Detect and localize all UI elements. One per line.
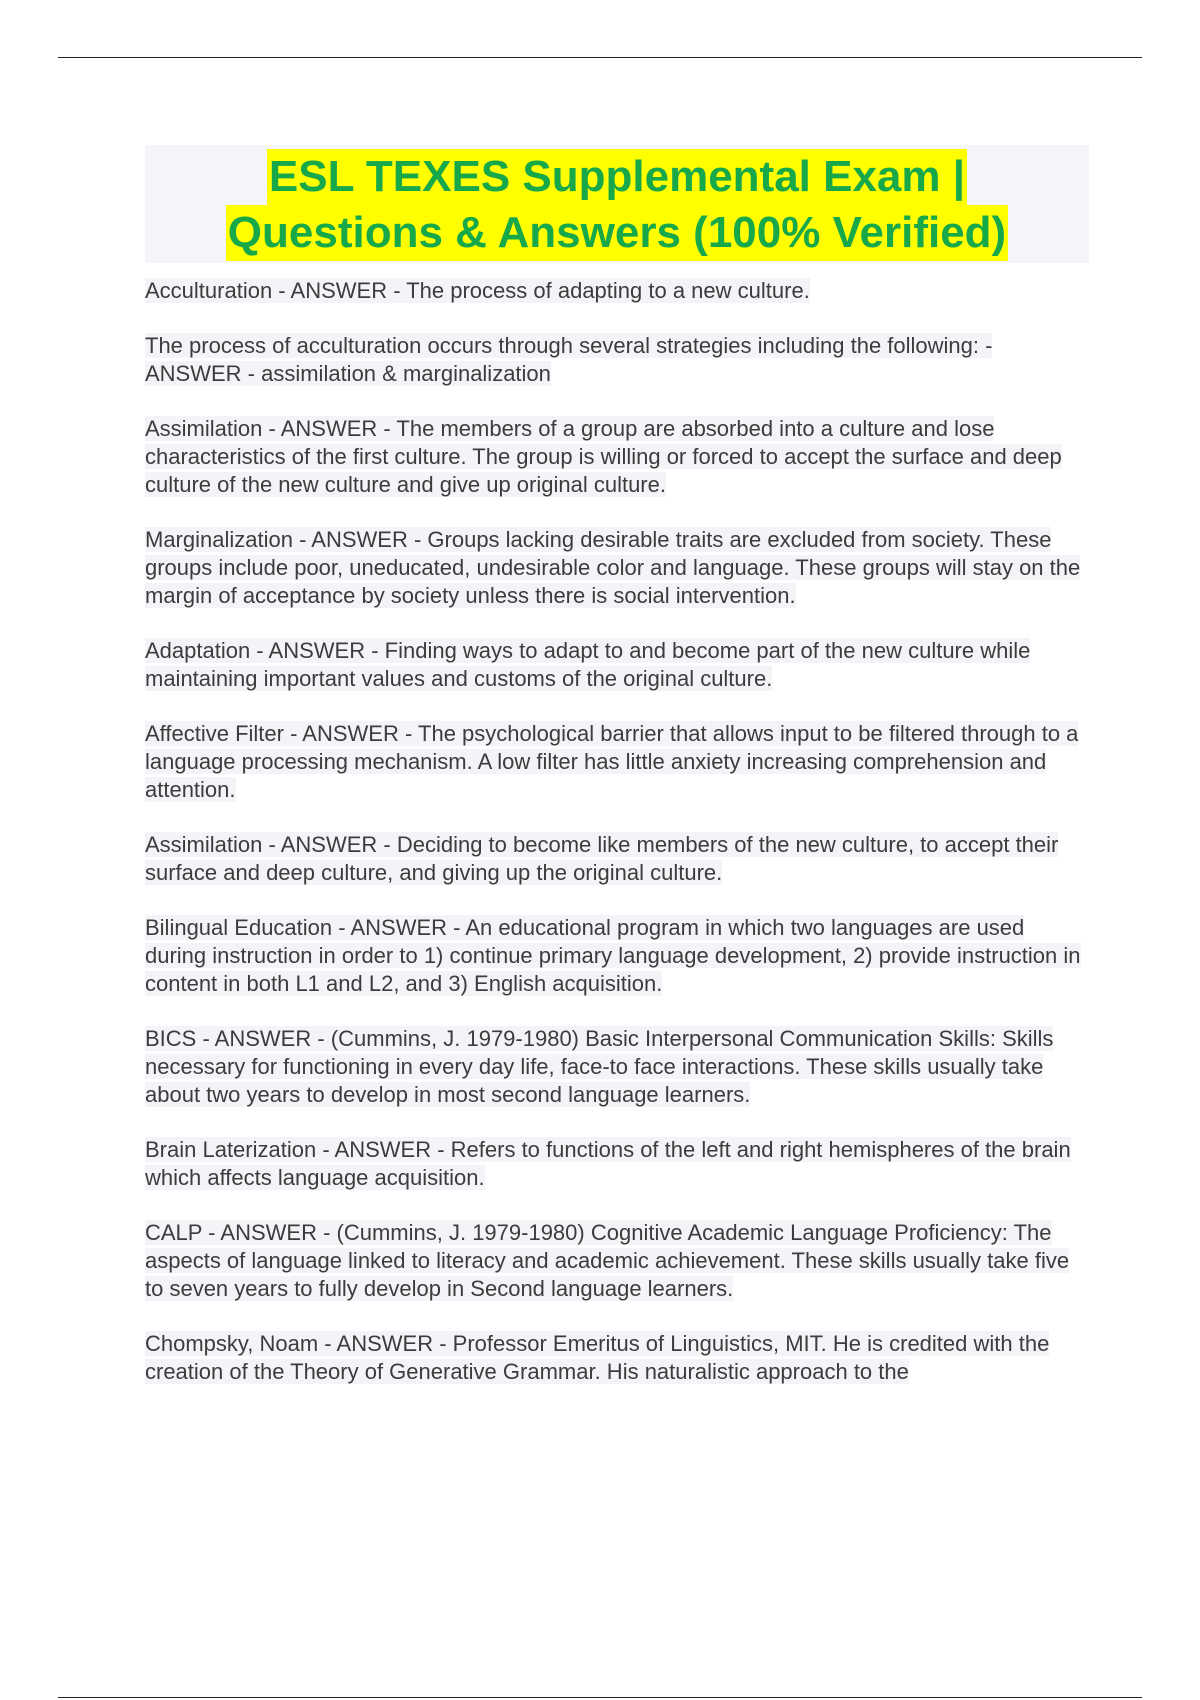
title-line-1: ESL TEXES Supplemental Exam | [267, 149, 967, 205]
qa-entry [145, 277, 1089, 305]
qa-entry [145, 914, 1089, 998]
qa-list [145, 277, 1089, 1386]
qa-entry-text: Affective Filter - ANSWER - The psychological barrier that allows input to be filtered through to a language processing mechanism. A low filter has little anxiety increasing comprehension and attention. [145, 721, 1079, 802]
bottom-rule [58, 1697, 1142, 1698]
qa-entry-text: Chompsky, Noam - ANSWER - Professor Emeritus of Linguistics, MIT. He is credited with the creation of the Theory of Generative Grammar. His naturalistic approach to the [145, 1331, 1050, 1384]
qa-entry [145, 415, 1089, 499]
qa-entry [145, 1330, 1089, 1386]
qa-entry-text: Assimilation - ANSWER - Deciding to become like members of the new culture, to accept their surface and deep culture, and giving up the original culture. [145, 832, 1059, 885]
qa-entry [145, 1219, 1089, 1303]
qa-entry [145, 1136, 1089, 1192]
qa-entry [145, 637, 1089, 693]
qa-entry-text: BICS - ANSWER - (Cummins, J. 1979-1980) Basic Interpersonal Communication Skills: Skills necessary for functioning in every day life, face-to face interactions. These skills usually take about two years to develop in most second language learners. [145, 1026, 1054, 1107]
qa-entry [145, 332, 1089, 388]
qa-entry-text: The process of acculturation occurs through several strategies including the following: - ANSWER - assimilation & marginalization [145, 333, 993, 386]
qa-entry-text: Adaptation - ANSWER - Finding ways to adapt to and become part of the new culture while maintaining important values and customs of the original culture. [145, 638, 1031, 691]
qa-entry-text: Assimilation - ANSWER - The members of a group are absorbed into a culture and lose characteristics of the first culture. The group is willing or forced to accept the surface and deep culture of the new culture and give up original culture. [145, 416, 1062, 497]
qa-entry-text: CALP - ANSWER - (Cummins, J. 1979-1980) Cognitive Academic Language Proficiency: The aspects of language linked to literacy and academic achievement. These skills usually take five to seven years to fully develop in Second language learners. [145, 1220, 1070, 1301]
title-line-2: Questions & Answers (100% Verified) [226, 205, 1008, 261]
qa-entry [145, 720, 1089, 804]
top-rule [58, 57, 1142, 58]
document-body [145, 145, 1089, 1413]
qa-entry [145, 1025, 1089, 1109]
qa-entry-text: Marginalization - ANSWER - Groups lacking desirable traits are excluded from society. These groups include poor, uneducated, undesirable color and language. These groups will stay on the margin of acceptance by society unless there is social intervention. [145, 527, 1081, 608]
qa-entry [145, 526, 1089, 610]
qa-entry-text: Bilingual Education - ANSWER - An educational program in which two languages are used during instruction in order to 1) continue primary language development, 2) provide instruction in content in both L1 and L2, and 3) English acquisition. [145, 915, 1081, 996]
qa-entry-text: Brain Laterization - ANSWER - Refers to functions of the left and right hemispheres of the brain which affects language acquisition. [145, 1137, 1071, 1190]
qa-entry-text: Acculturation - ANSWER - The process of adapting to a new culture. [145, 278, 810, 303]
qa-entry [145, 831, 1089, 887]
page-title [145, 145, 1089, 263]
